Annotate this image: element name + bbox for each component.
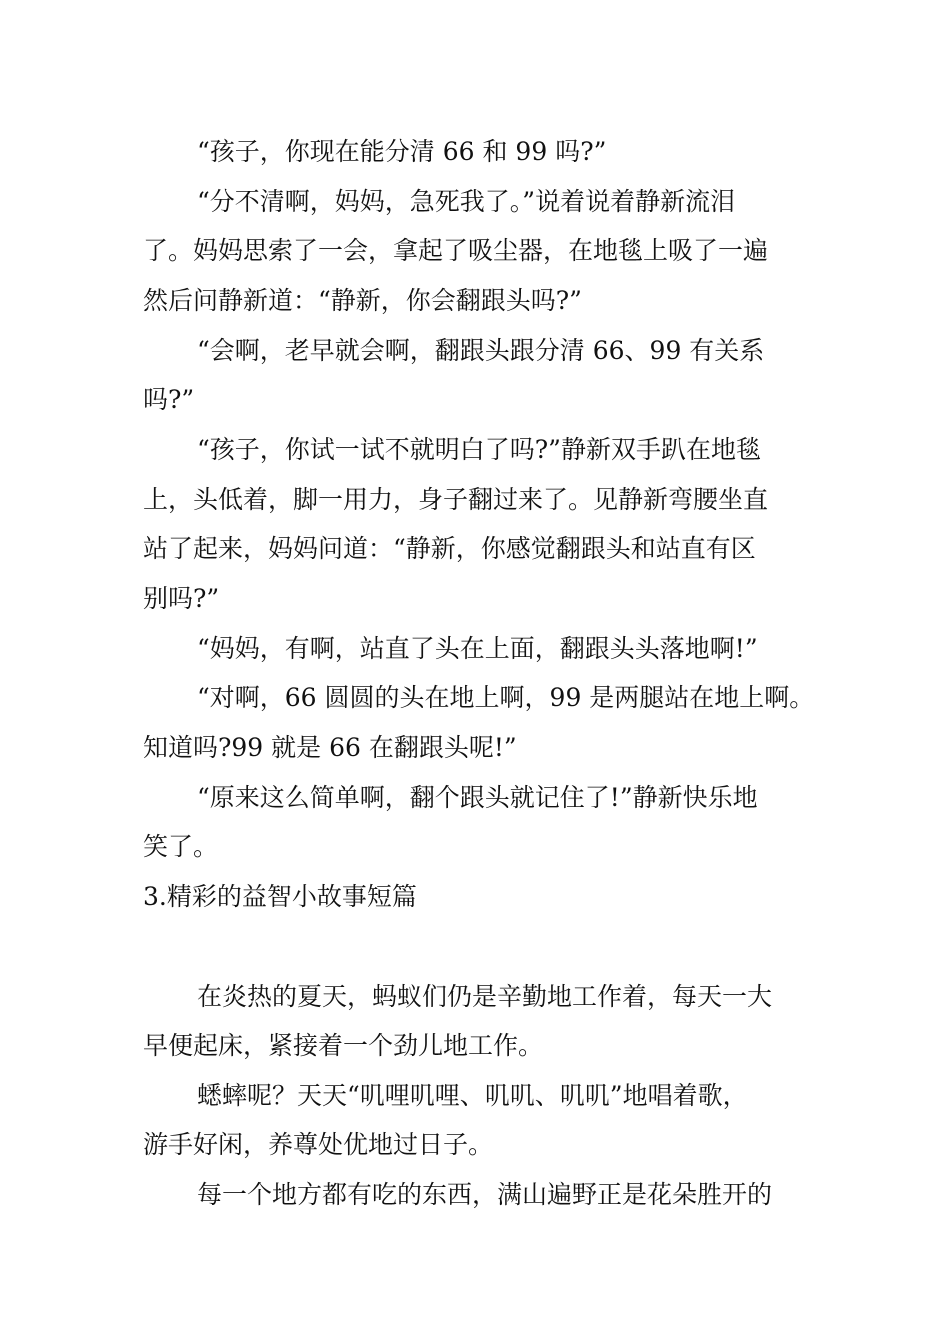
paragraph-line: 站了起来，妈妈问道：“静新，你感觉翻跟头和站直有区 <box>143 534 756 563</box>
paragraph-line: 蟋蟀呢？天天“叽哩叽哩、叽叽、叽叽”地唱着歌， <box>197 1081 748 1110</box>
paragraph-line: “对啊，66 圆圆的头在地上啊，99 是两腿站在地上啊。 <box>197 683 815 712</box>
paragraph-line: “分不清啊，妈妈，急死我了。”说着说着静新流泪 <box>197 187 736 216</box>
paragraph-line: “孩子，你现在能分清 66 和 99 吗?” <box>197 137 607 166</box>
paragraph-line: 游手好闲，养尊处优地过日子。 <box>143 1130 494 1159</box>
paragraph-line: 知道吗?99 就是 66 在翻跟头呢!” <box>143 733 517 762</box>
paragraph-line: 然后问静新道：“静新，你会翻跟头吗?” <box>143 286 582 315</box>
paragraph-line: 别吗?” <box>143 584 220 613</box>
paragraph-line: 上，头低着，脚一用力，身子翻过来了。见静新弯腰坐直 <box>143 485 769 514</box>
section-heading: 3.精彩的益智小故事短篇 <box>143 882 417 911</box>
paragraph-line: “妈妈，有啊，站直了头在上面，翻跟头头落地啊!” <box>197 634 758 663</box>
paragraph-line: “孩子，你试一试不就明白了吗?”静新双手趴在地毯 <box>197 435 761 464</box>
paragraph-line: 了。妈妈思索了一会，拿起了吸尘器，在地毯上吸了一遍 <box>143 236 769 265</box>
paragraph-line: 笑了。 <box>143 832 219 861</box>
paragraph-line: 吗?” <box>143 385 195 414</box>
paragraph-line: “原来这么简单啊，翻个跟头就记住了!”静新快乐地 <box>197 783 758 812</box>
paragraph-line: 在炎热的夏天，蚂蚁们仍是辛勤地工作着，每天一大 <box>197 982 773 1011</box>
paragraph-line: 每一个地方都有吃的东西，满山遍野正是花朵胜开的 <box>197 1180 773 1209</box>
paragraph-line: “会啊，老早就会啊，翻跟头跟分清 66、99 有关系 <box>197 336 765 365</box>
paragraph-line: 早便起床，紧接着一个劲儿地工作。 <box>143 1031 544 1060</box>
